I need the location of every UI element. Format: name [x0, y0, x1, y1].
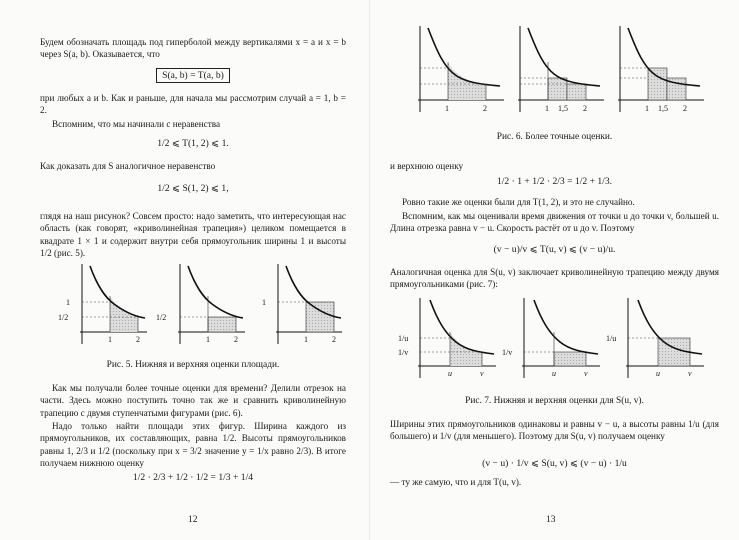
- fig6b-xlabel-1: 1: [545, 104, 549, 113]
- formula-upper-estimate: 1/2 · 1 + 1/2 · 2/3 = 1/2 + 1/3.: [496, 176, 613, 187]
- fig7-graph-rect-low: [502, 298, 600, 378]
- fig7b-xlabel-v: v: [584, 369, 588, 378]
- paragraph-2: при любых a и b. Как и раньше, для начала мы рассмотрим случай a = 1, b = 2.: [40, 93, 346, 116]
- page-right: [370, 0, 739, 540]
- fig7-graph-rect-high: [606, 298, 704, 378]
- paragraph-4: Как доказать для S аналогичное неравенство: [40, 161, 216, 171]
- figure-7-caption: Рис. 7. Нижняя и верхняя оценки для S(u, v).: [465, 396, 644, 406]
- formula-s-bounds: 1/2 ⩽ S(1, 2) ⩽ 1,: [157, 183, 229, 194]
- paragraph-1: Будем обозначать площадь под гиперболой между вертикалями x = a и x = b через S(a, b). Оказывается, что: [40, 37, 346, 60]
- fig7-ylabel-1u: 1/u: [398, 334, 409, 343]
- formula-s-uv-bounds: (v − u) · 1/v ⩽ S(u, v) ⩽ (v − u) · 1/u: [482, 458, 627, 469]
- figure-5: [52, 262, 342, 348]
- paragraph-r5: Ширины этих прямоугольников одинаковы и равны v − u, а высоты равны 1/u (для большего) и 1/v (для меньшего). Поэтому для S(u, v) получаем оценку: [390, 419, 719, 442]
- fig5-xlabel-2: 2: [136, 335, 140, 344]
- paragraph-r3: Вспомним, как мы оценивали время движения от точки u до точки v, большей u. Длина отрезка равна v − u. Скорость растёт от u до v. Поэтому: [390, 211, 719, 234]
- fig6c-xlabel-2: 2: [683, 104, 687, 113]
- figure-5-caption: Рис. 5. Нижняя и верхняя оценки площади.: [106, 360, 280, 370]
- fig6c-xlabel-1: 1: [645, 104, 649, 113]
- fig5c-ylabel-1: 1: [262, 298, 266, 307]
- paragraph-r1: и верхнюю оценку: [390, 161, 464, 171]
- fig7b-ylabel-1v: 1/v: [502, 348, 513, 357]
- fig7-graph-curve: [398, 298, 496, 378]
- formula-t-uv: (v − u)/v ⩽ T(u, v) ⩽ (v − u)/u.: [493, 244, 616, 255]
- formula-box: [40, 68, 346, 83]
- paragraph-r4: Аналогичная оценка для S(u, v) заключает криволинейную трапецию между двумя прямоугольниками (рис. 7):: [390, 267, 719, 290]
- fig5b-ylabel-half: 1/2: [156, 313, 167, 322]
- paragraph-6: Как мы получали более точные оценки для времени? Делили отрезок на части. Здесь можно поступить точно так же и сравнить криволинейную трапецию с двумя ступенчатыми фигурами (рис. 6).: [40, 383, 346, 418]
- fig6-graph-steps-low: [518, 26, 604, 113]
- figure-6: [414, 24, 714, 118]
- fig7-xlabel-v: v: [480, 369, 484, 378]
- fig5-ylabel-half: 1/2: [58, 313, 69, 322]
- fig6b-xlabel-15: 1,5: [558, 104, 568, 113]
- fig7c-xlabel-v: v: [688, 369, 692, 378]
- fig7-xlabel-u: u: [448, 369, 452, 378]
- figure-6-caption: Рис. 6. Более точные оценки.: [496, 132, 613, 142]
- formula-s-equals-t: S(a, b) = T(a, b): [156, 68, 230, 83]
- fig6a-xlabel-2: 2: [483, 104, 487, 113]
- fig7c-ylabel-1u: 1/u: [606, 334, 617, 343]
- fig6b-xlabel-2: 2: [583, 104, 587, 113]
- fig5-xlabel-1: 1: [108, 335, 112, 344]
- fig5-graph-rect-high: [262, 264, 342, 344]
- fig6c-xlabel-15: 1,5: [658, 104, 668, 113]
- formula-lower-estimate: 1/2 · 2/3 + 1/2 · 1/2 = 1/3 + 1/4: [132, 472, 254, 483]
- fig5-graph-lower: [58, 264, 147, 344]
- fig7-ylabel-1v: 1/v: [398, 348, 409, 357]
- formula-t-bounds: 1/2 ⩽ T(1, 2) ⩽ 1.: [157, 138, 229, 149]
- fig5-ylabel-1: 1: [66, 298, 70, 307]
- paragraph-5: глядя на наш рисунок? Совсем просто: надо заметить, что интересующая нас область (как говорят, «криволинейная трапеция») целиком помещается в квадрате 1 × 1 и содержит внутри себя прямоугольник ширины 1 и высоты 1/2 (рис. 5).: [40, 211, 346, 258]
- fig5c-xlabel-2: 2: [332, 335, 336, 344]
- page-left: [0, 0, 369, 540]
- paragraph-r2: Ровно такие же оценки были для T(1, 2), и это не случайно.: [402, 197, 635, 207]
- page-number-left: 12: [188, 514, 198, 525]
- fig5b-xlabel-1: 1: [206, 335, 210, 344]
- fig5c-xlabel-1: 1: [304, 335, 308, 344]
- fig7c-xlabel-u: u: [656, 369, 660, 378]
- fig6-graph-steps-high: [618, 26, 704, 113]
- fig6-graph-curve: [418, 26, 504, 113]
- fig5-graph-rect-low: [156, 264, 245, 344]
- paragraph-3: Вспомним, что мы начинали с неравенства: [52, 119, 221, 129]
- page-number-right: 13: [546, 514, 556, 525]
- fig6a-xlabel-1: 1: [445, 104, 449, 113]
- paragraph-7: Надо только найти площади этих фигур. Ширина каждого из прямоугольников, их составляющих, равна 1/2. Высоты прямоугольников равны 1, 2/3 и 1/2 (поскольку при x = 3/2 значение y = 1/x равно 2/3). В итоге получаем нижнюю оценку: [40, 421, 346, 468]
- fig7b-xlabel-u: u: [552, 369, 556, 378]
- fig5b-xlabel-2: 2: [234, 335, 238, 344]
- figure-7: [396, 296, 716, 382]
- paragraph-r6: — ту же самую, что и для T(u, v).: [390, 477, 522, 487]
